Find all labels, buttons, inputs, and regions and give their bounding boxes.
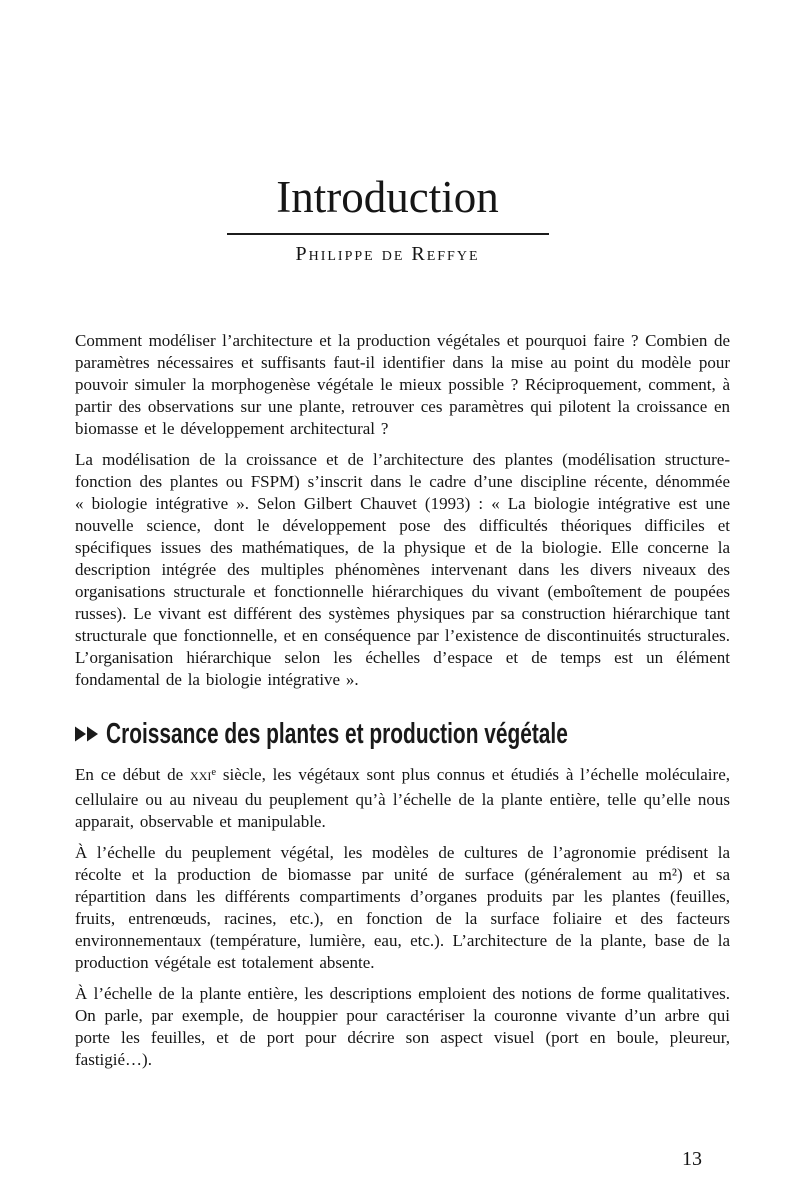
intro-paragraph-2: La modélisation de la croissance et de l’architecture des plantes (modélisation structure-fonction des plantes ou FSPM) s’inscrit dans le cadre d’une discipline récente, dénommée « biologie intégrative ». Selon Gilbert Chauvet (1993) : « La biologie intégrative est une nouvelle science, dont le développement pose des difficultés théoriques difficiles et spécifiques issues des mathématiques, de la physique et de la biologie. Elle concerne la description intégrée des multiples phénomènes intervenant dans les divers niveaux des organisations structurale et fonctionnelle hiérarchiques du vivant (emboîtement de poupées russes). Le vivant est différent des systèmes physiques par sa construction hiérarchique tant structurale que fonctionnelle, et en conséquence par l’existence de discontinuités structurales. L’organisation hiérarchique selon les échelles d’espace et de temps est un élément fondamental de la biologie intégrative ». [75, 450, 730, 689]
section-heading [75, 717, 730, 751]
section-heading-label: Croissance des plantes et production végétale [106, 718, 568, 750]
chapter-title-block [60, 174, 715, 266]
century-superscript: e [211, 767, 217, 779]
century-text-before: En ce début de [75, 765, 191, 784]
page-number: 13 [682, 1148, 702, 1170]
section-paragraph-3: À l’échelle de la plante entière, les descriptions emploient des notions de forme qualitatives. On parle, par exemple, de houppier pour caractériser la couronne vivante d’un arbre qui porte les feuilles, et de port pour décrire son aspect visuel (port en boule, pleureur, fastigié…). [75, 984, 730, 1069]
double-right-arrow-icon [75, 726, 99, 742]
century-text-after: siècle, les végétaux sont plus connus et étudiés à l’échelle moléculaire, cellulaire ou au niveau du peuplement qu’à l’échelle de la plante entière, telle qu’elle nous apparait, observable et manipulable. [75, 765, 730, 831]
section-paragraph-2: À l’échelle du peuplement végétal, les modèles de cultures de l’agronomie prédisent la récolte et la production de biomasse par unité de surface (généralement au m²) et sa répartition dans les différents compartiments d’organes produits par les plantes (feuilles, fruits, entrenœuds, racines, etc.), en fonction de la surface foliaire et des facteurs environnementaux (température, lumière, eau, etc.). L’architecture de la plante, base de la production végétale est totalement absente. [75, 843, 730, 972]
title-divider [227, 233, 549, 235]
century-smallcaps: xxi [190, 765, 212, 784]
body-text [75, 330, 730, 1071]
intro-paragraph-1: Comment modéliser l’architecture et la production végétales et pourquoi faire ? Combien de paramètres nécessaires et suffisants faut-il identifier dans la mise au point du modèle pour pouvoir simuler la morphogenèse végétale le mieux possible ? Réciproquement, comment, à partir des observations sur une plante, retrouver ces paramètres qui pilotent la croissance en biomasse et le développement architectural ? [75, 331, 730, 438]
section-paragraph-1 [75, 764, 730, 833]
author-name: Philippe de Reffye [295, 243, 480, 265]
chapter-title: Introduction [276, 172, 499, 222]
